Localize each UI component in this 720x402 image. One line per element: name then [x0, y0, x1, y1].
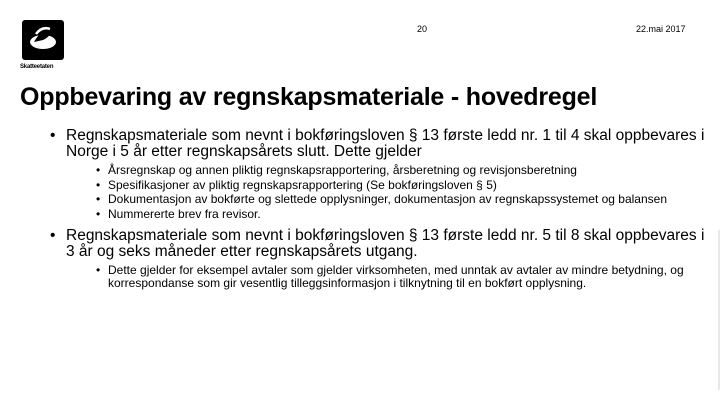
sub-bullet: [96, 164, 710, 177]
bullet-dot-icon: •: [50, 227, 56, 244]
bullet-dot-icon: •: [50, 127, 56, 144]
sub-bullet: [96, 193, 710, 206]
sub-bullet-text: Dokumentasjon av bokførte og slettede opplysninger, dokumentasjon av regnskapssystemet og balansen: [108, 192, 667, 206]
skatteetaten-logo: [20, 20, 66, 76]
slide-title: Oppbevaring av regnskapsmateriale - hovedregel: [20, 83, 598, 111]
sub-bullet-text: Dette gjelder for eksempel avtaler som gjelder virksomheten, med unntak av avtaler av mindre betydning, og korrespondanse som gir vesentlig tilleggsinformasjon i tilknytning til en bokført opplysning.: [108, 263, 684, 290]
page-number: 20: [417, 24, 428, 34]
bullet-dot-icon: •: [96, 163, 101, 177]
bullet-1-sublist: [96, 164, 710, 220]
bullet-dot-icon: •: [96, 206, 101, 221]
bullet-2: [50, 228, 710, 289]
bullet-2-sublist: [96, 264, 710, 289]
bullet-2-text: Regnskapsmateriale som nevnt i bokføringsloven § 13 første ledd nr. 5 til 8 skal oppbevares i 3 år og seks måneder etter regnskapsårets utgang.: [66, 227, 705, 260]
logo-text: Skatteetaten: [20, 64, 54, 70]
sub-bullet-text: Nummererte brev fra revisor.: [108, 206, 261, 221]
bullet-dot-icon: •: [96, 192, 101, 206]
sub-bullet: [96, 179, 710, 192]
bullet-1-text: Regnskapsmateriale som nevnt i bokføringsloven § 13 første ledd nr. 1 til 4 skal oppbevares i Norge i 5 år etter regnskapsårets slutt. Dette gjelder: [66, 127, 705, 160]
slide-content: [50, 128, 710, 297]
bullet-1: [50, 128, 710, 220]
logo-emblem-icon: [22, 20, 64, 60]
sub-bullet: [96, 264, 710, 289]
sub-bullet-text: Årsregnskap og annen pliktig regnskapsrapportering, årsberetning og revisjonsberetning: [108, 163, 577, 177]
logo-emblem: [22, 20, 64, 60]
bullet-dot-icon: •: [96, 263, 101, 277]
sub-bullet: [96, 208, 710, 221]
slide-date: 22.mai 2017: [636, 24, 686, 34]
bullet-dot-icon: •: [96, 177, 101, 192]
sub-bullet-text: Spesifikasjoner av pliktig regnskapsrapportering (Se bokføringsloven § 5): [108, 177, 497, 192]
